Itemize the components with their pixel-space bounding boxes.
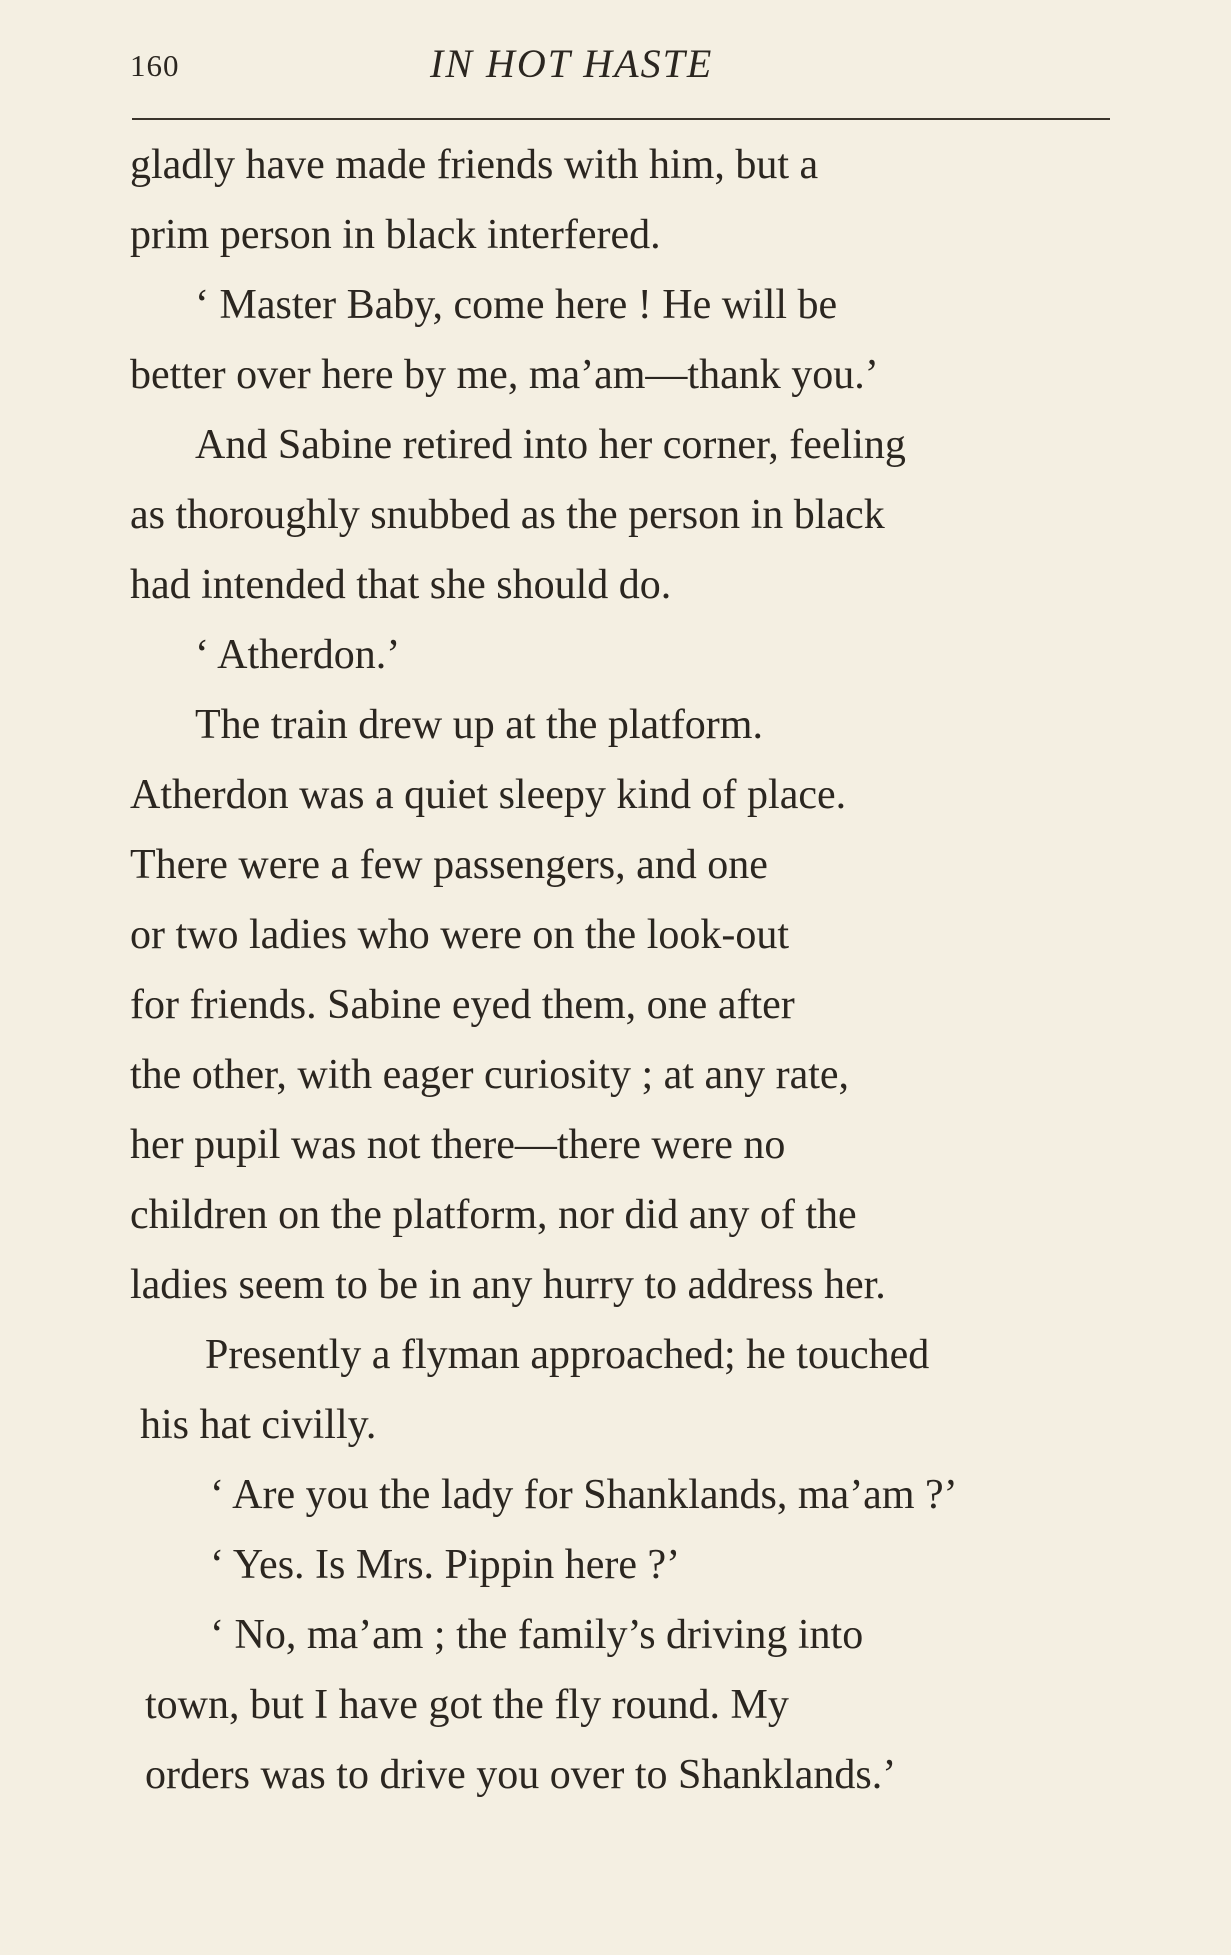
text-line: ‘ Are you the lady for Shanklands, ma’am ?’ bbox=[210, 1472, 958, 1518]
text-line: prim person in black interfered. bbox=[130, 212, 661, 258]
text-line: her pupil was not there—there were no bbox=[130, 1122, 786, 1168]
text-line: ‘ Yes. Is Mrs. Pippin here ?’ bbox=[210, 1542, 681, 1588]
text-line: the other, with eager curiosity ; at any rate, bbox=[130, 1052, 850, 1098]
text-line: his hat civilly. bbox=[140, 1402, 377, 1448]
text-line: Presently a flyman approached; he touched bbox=[205, 1332, 930, 1378]
text-line: orders was to drive you over to Shanklands.’ bbox=[145, 1752, 897, 1798]
text-line: ‘ No, ma’am ; the family’s driving into bbox=[210, 1612, 864, 1658]
text-line: ‘ Master Baby, come here ! He will be bbox=[195, 282, 838, 328]
page-number: 160 bbox=[130, 48, 180, 83]
text-line: The train drew up at the platform. bbox=[195, 702, 763, 748]
header-rule bbox=[132, 118, 1110, 120]
text-line: ‘ Atherdon.’ bbox=[195, 632, 401, 678]
text-line: There were a few passengers, and one bbox=[130, 842, 768, 888]
text-line: as thoroughly snubbed as the person in black bbox=[130, 492, 885, 538]
text-line: had intended that she should do. bbox=[130, 562, 672, 608]
text-line: Atherdon was a quiet sleepy kind of place. bbox=[130, 772, 847, 818]
text-line: children on the platform, nor did any of the bbox=[130, 1192, 857, 1238]
text-line: And Sabine retired into her corner, feeling bbox=[195, 422, 906, 468]
text-line: or two ladies who were on the look-out bbox=[130, 912, 790, 958]
page-header bbox=[130, 40, 1110, 100]
text-line: better over here by me, ma’am—thank you.’ bbox=[130, 352, 879, 398]
text-line: town, but I have got the fly round. My bbox=[145, 1682, 789, 1728]
text-line: gladly have made friends with him, but a bbox=[130, 142, 819, 188]
text-line: ladies seem to be in any hurry to address her. bbox=[130, 1262, 886, 1308]
running-title: IN HOT HASTE bbox=[430, 41, 714, 86]
text-line: for friends. Sabine eyed them, one after bbox=[130, 982, 795, 1028]
